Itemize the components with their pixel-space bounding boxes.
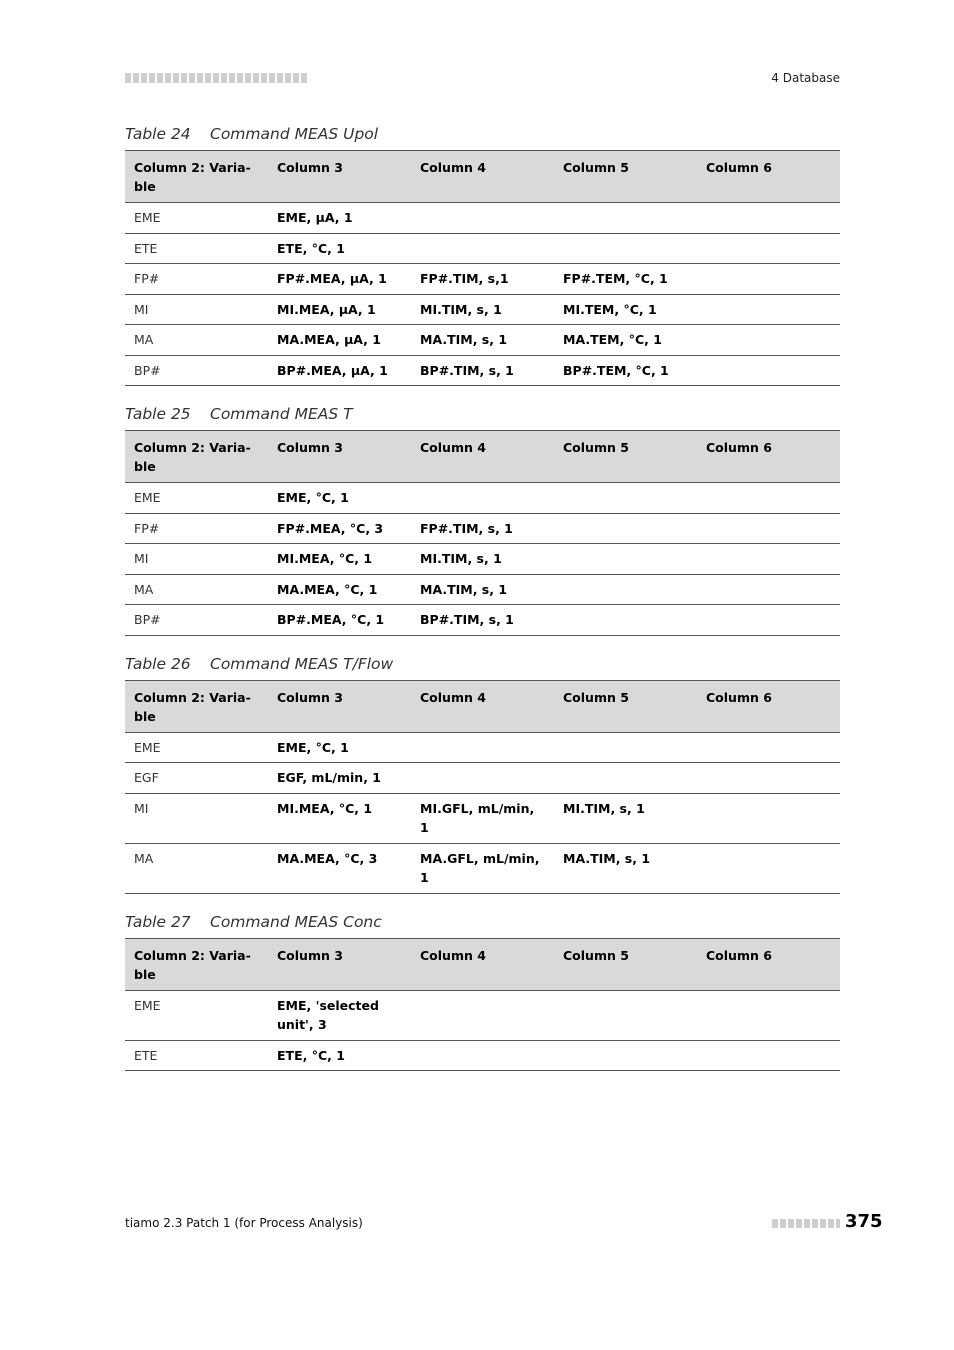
table-cell xyxy=(697,264,840,295)
table-cell xyxy=(554,990,697,1040)
table-row xyxy=(125,763,840,794)
table-cell: ETE, °C, 1 xyxy=(268,1040,411,1071)
table-cell xyxy=(411,1040,554,1071)
table-cell: MA.TIM, s, 1 xyxy=(411,574,554,605)
table-block xyxy=(125,123,840,386)
table-row xyxy=(125,325,840,356)
table-cell: BP#.TIM, s, 1 xyxy=(411,605,554,636)
table-cell: BP#.MEA, °C, 1 xyxy=(268,605,411,636)
table-cell: MA xyxy=(125,843,268,893)
table-title: Command MEAS T/Flow xyxy=(210,654,394,673)
column-header: Column 6 xyxy=(697,431,840,483)
table-cell: BP#.MEA, µA, 1 xyxy=(268,355,411,386)
column-header: Column 3 xyxy=(268,680,411,732)
table-block xyxy=(125,403,840,636)
table-cell: EGF xyxy=(125,763,268,794)
footer-decoration xyxy=(772,1219,840,1228)
table-cell xyxy=(411,763,554,794)
chapter-title: 4 Database xyxy=(771,71,840,85)
table-cell: MA.TIM, s, 1 xyxy=(411,325,554,356)
table-header-row xyxy=(125,151,840,203)
table-number: Table 26 xyxy=(125,654,191,673)
table-cell: EME xyxy=(125,732,268,763)
table-cell: MI.TIM, s, 1 xyxy=(411,544,554,575)
table-cell: FP# xyxy=(125,513,268,544)
table-cell: FP#.MEA, °C, 3 xyxy=(268,513,411,544)
column-header: Column 6 xyxy=(697,680,840,732)
table-cell xyxy=(697,325,840,356)
column-header: Column 4 xyxy=(411,151,554,203)
table-cell: MI xyxy=(125,294,268,325)
table-cell: FP#.MEA, µA, 1 xyxy=(268,264,411,295)
column-header: Column 3 xyxy=(268,431,411,483)
table-cell xyxy=(554,1040,697,1071)
table-cell: MI.GFL, mL/min, 1 xyxy=(411,793,554,843)
table-cell: MI.MEA, µA, 1 xyxy=(268,294,411,325)
table-cell xyxy=(554,605,697,636)
column-header: Column 3 xyxy=(268,938,411,990)
column-header: Column 5 xyxy=(554,431,697,483)
table-row xyxy=(125,513,840,544)
column-header: Column 6 xyxy=(697,151,840,203)
table-header-row xyxy=(125,680,840,732)
table-cell xyxy=(554,763,697,794)
table-cell xyxy=(697,763,840,794)
table-cell: BP#.TIM, s, 1 xyxy=(411,355,554,386)
table-caption xyxy=(125,403,840,430)
table-cell: FP#.TIM, s, 1 xyxy=(411,513,554,544)
table-row xyxy=(125,843,840,893)
table-row xyxy=(125,203,840,234)
table-cell: ETE, °C, 1 xyxy=(268,233,411,264)
table-cell xyxy=(697,990,840,1040)
table-header-row xyxy=(125,431,840,483)
table-cell xyxy=(554,233,697,264)
table-cell xyxy=(411,732,554,763)
table-cell xyxy=(697,793,840,843)
table-row xyxy=(125,294,840,325)
table-cell xyxy=(697,294,840,325)
table-cell: FP# xyxy=(125,264,268,295)
table-cell: MA.MEA, °C, 1 xyxy=(268,574,411,605)
table-cell: MI.MEA, °C, 1 xyxy=(268,793,411,843)
table-cell: MI.MEA, °C, 1 xyxy=(268,544,411,575)
table-cell: MA.MEA, °C, 3 xyxy=(268,843,411,893)
table-title: Command MEAS Upol xyxy=(210,125,379,143)
table-cell: EME, °C, 1 xyxy=(268,483,411,514)
column-header: Column 3 xyxy=(268,151,411,203)
table-cell xyxy=(554,574,697,605)
table-cell xyxy=(554,203,697,234)
table-title: Command MEAS T xyxy=(210,405,353,423)
table-cell: MI xyxy=(125,793,268,843)
table-cell xyxy=(697,544,840,575)
table-title: Command MEAS Conc xyxy=(210,912,382,931)
table-cell xyxy=(697,574,840,605)
table-cell xyxy=(697,732,840,763)
table-cell: MA.MEA, µA, 1 xyxy=(268,325,411,356)
table-block xyxy=(125,653,840,894)
column-header: Column 6 xyxy=(697,938,840,990)
column-header: Column 4 xyxy=(411,431,554,483)
footer-product: tiamo 2.3 Patch 1 (for Process Analysis) xyxy=(125,1216,363,1230)
table-row xyxy=(125,233,840,264)
table-row xyxy=(125,793,840,843)
table-cell xyxy=(554,732,697,763)
column-header: Column 5 xyxy=(554,680,697,732)
table-cell xyxy=(697,843,840,893)
column-header: Column 4 xyxy=(411,680,554,732)
data-table xyxy=(125,150,840,386)
data-table xyxy=(125,938,840,1072)
table-cell xyxy=(411,203,554,234)
table-cell xyxy=(697,233,840,264)
table-cell: EGF, mL/min, 1 xyxy=(268,763,411,794)
table-cell: EME xyxy=(125,203,268,234)
table-cell: MA xyxy=(125,325,268,356)
table-cell xyxy=(697,1040,840,1071)
table-cell: FP#.TIM, s,1 xyxy=(411,264,554,295)
table-cell: MA.TEM, °C, 1 xyxy=(554,325,697,356)
table-cell xyxy=(697,355,840,386)
table-cell: EME xyxy=(125,483,268,514)
table-cell: MA.TIM, s, 1 xyxy=(554,843,697,893)
table-cell: ETE xyxy=(125,233,268,264)
table-cell xyxy=(554,513,697,544)
column-header: Column 2: Varia-ble xyxy=(125,151,268,203)
data-table xyxy=(125,680,840,894)
column-header: Column 4 xyxy=(411,938,554,990)
table-cell: MI.TIM, s, 1 xyxy=(554,793,697,843)
table-cell xyxy=(411,233,554,264)
table-cell xyxy=(554,483,697,514)
page-number: 375 xyxy=(845,1211,883,1232)
table-cell xyxy=(697,513,840,544)
table-cell: EME, µA, 1 xyxy=(268,203,411,234)
table-cell: MI.TIM, s, 1 xyxy=(411,294,554,325)
table-row xyxy=(125,264,840,295)
table-cell xyxy=(697,605,840,636)
table-caption xyxy=(125,911,840,938)
table-header-row xyxy=(125,938,840,990)
table-cell: MA xyxy=(125,574,268,605)
table-cell: EME, °C, 1 xyxy=(268,732,411,763)
column-header: Column 2: Varia-ble xyxy=(125,431,268,483)
column-header: Column 2: Varia-ble xyxy=(125,680,268,732)
table-number: Table 25 xyxy=(125,405,191,423)
table-cell: EME, 'selected unit', 3 xyxy=(268,990,411,1040)
table-cell: BP#.TEM, °C, 1 xyxy=(554,355,697,386)
table-cell: MA.GFL, mL/min, 1 xyxy=(411,843,554,893)
table-cell: MI xyxy=(125,544,268,575)
table-row xyxy=(125,483,840,514)
table-row xyxy=(125,605,840,636)
table-cell: FP#.TEM, °C, 1 xyxy=(554,264,697,295)
table-row xyxy=(125,732,840,763)
table-cell xyxy=(697,203,840,234)
table-row xyxy=(125,544,840,575)
data-table xyxy=(125,430,840,636)
column-header: Column 5 xyxy=(554,151,697,203)
table-number: Table 27 xyxy=(125,912,191,931)
column-header: Column 5 xyxy=(554,938,697,990)
table-cell: ETE xyxy=(125,1040,268,1071)
table-cell: BP# xyxy=(125,605,268,636)
table-row xyxy=(125,1040,840,1071)
table-row xyxy=(125,574,840,605)
table-row xyxy=(125,990,840,1040)
column-header: Column 2: Varia-ble xyxy=(125,938,268,990)
table-cell xyxy=(411,483,554,514)
header-decoration xyxy=(125,73,307,83)
table-cell xyxy=(411,990,554,1040)
table-cell: MI.TEM, °C, 1 xyxy=(554,294,697,325)
table-cell xyxy=(554,544,697,575)
table-caption xyxy=(125,653,840,680)
table-caption xyxy=(125,123,840,150)
page-content xyxy=(125,123,840,1088)
table-number: Table 24 xyxy=(125,125,191,143)
table-cell: BP# xyxy=(125,355,268,386)
table-cell: EME xyxy=(125,990,268,1040)
table-row xyxy=(125,355,840,386)
table-cell xyxy=(697,483,840,514)
table-block xyxy=(125,911,840,1072)
